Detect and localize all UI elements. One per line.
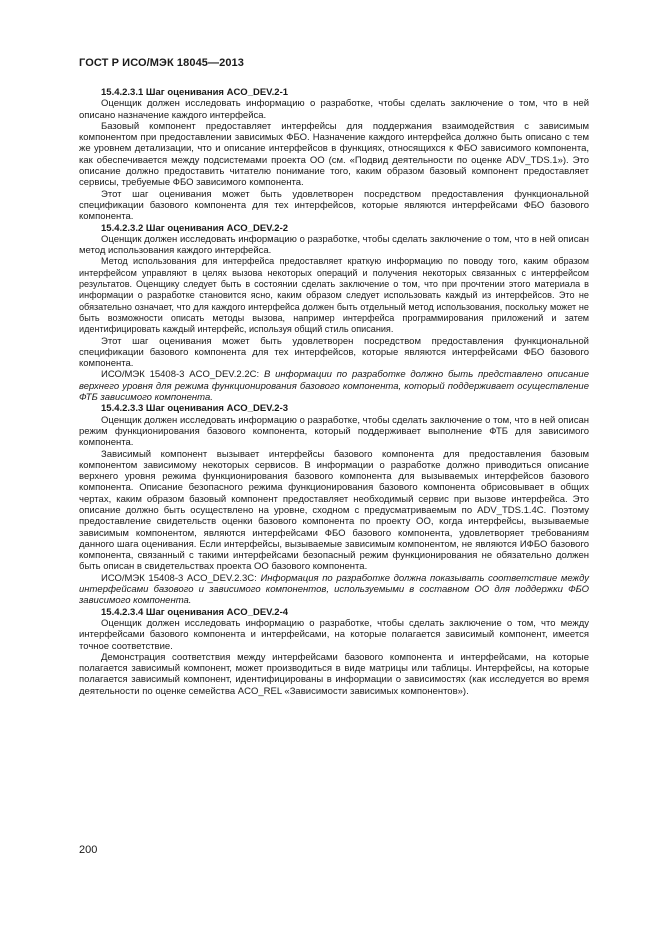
body-paragraph: Метод использования для интерфейса предоставляет краткую информацию по поводу того, каким образом интерфейсом управляют в целях вызова некоторых операций и получения некоторых связанных с интерфейсом результатов. Оценщику следует быть в состоянии сделать заключение о том, что при прочтении этого материала в информации о разработке становится ясно, каким образом следует использовать каждый из интерфейсов. Это не обязательно означает, что для каждого интерфейса должен быть отдельный метод использования, поскольку может не быть возможности описать методы вызова, например интерфейса программирования приложений и затем идентифицировать каждый интерфейс, используя общий стиль описания. [79,256,589,335]
section-heading: 15.4.2.3.4 Шаг оценивания ACO_DEV.2-4 [101,606,289,618]
section-heading: 15.4.2.3.2 Шаг оценивания ACO_DEV.2-2 [101,222,289,234]
document-header: ГОСТ Р ИСО/МЭК 18045—2013 [79,57,244,69]
requirement-reference: ИСО/МЭК 15408-3 ACO_DEV.2.3C: [101,572,257,584]
body-paragraph: Этот шаг оценивания может быть удовлетворен посредством предоставления функциональной спецификации базового компонента для тех интерфейсов, которые являются интерфейсами ФБО базового компонента. [79,335,589,370]
document-body [79,87,589,697]
body-paragraph: Оценщик должен исследовать информацию о разработке, чтобы сделать заключение о том, что между интерфейсами базового компонента и интерфейсами, на которые полагается зависимый компонент, имеется точное соответствие. [79,617,589,652]
body-paragraph: Оценщик должен исследовать информацию о разработке, чтобы сделать заключение о том, что в ней описано назначение каждого интерфейса. [79,98,589,121]
requirement-note [79,573,589,607]
requirement-text: В информации по разработке должно быть представлено описание верхнего уровня для режима функционирования базового компонента, который поддерживает осуществление ФТБ зависимого компонента. [79,369,589,404]
body-paragraph: Зависимый компонент вызывает интерфейсы базового компонента для предоставления базовым компонентом зависимому некоторых сервисов. В информации о разработке должно приводиться описание верхнего уровня режима функционирования базового компонента для вызываемых интерфейсов базового компонента. Описание безопасного режима функционирования базового компонента обрисовывает в общих чертах, каким образом базовый компонент предоставляет необходимый сервис при вызове интерфейса. Это описание должно быть осуществлено на уровне, сходном с предусматриваемым по ADV_TDS.1.4C. Поэтому предоставление свидетельств оценки базового компонента по проекту ОО, когда интерфейсы, вызываемые зависимым компонентом, являются интерфейсами ФБО базового компонента, удовлетворяет требованиям данного шага оценивания. Если интерфейсы, вызываемые зависимым компонентом, не являются ИФБО базового компонента, связанный с такими интерфейсами безопасный режим функционирования не обязательно должен быть описан в свидетельствах проекта ОО базового компонента. [79,448,589,573]
section-heading: 15.4.2.3.1 Шаг оценивания ACO_DEV.2-1 [101,87,289,98]
requirement-reference: ИСО/МЭК 15408-3 ACO_DEV.2.2C: [101,369,260,381]
body-paragraph: Этот шаг оценивания может быть удовлетворен посредством предоставления функциональной спецификации базового компонента для тех интерфейсов, которые являются интерфейсами ФБО базового компонента. [79,188,589,223]
document-page [79,56,589,697]
requirement-note [79,369,589,403]
section-heading: 15.4.2.3.3 Шаг оценивания ACO_DEV.2-3 [101,403,289,415]
body-paragraph: Базовый компонент предоставляет интерфейсы для поддержания взаимодействия с зависимым компонентом при предоставлении зависимых ФБО. Назначение каждого интерфейса должно быть описано с тем же уровнем детализации, что и описание интерфейсов в функциях, относящихся к ФБО зависимого компонента, как обеспечивается между подсистемами проекта ОО (см. «Подвид деятельности по оценке ADV_TDS.1»). Это описание должно предоставить читателю понимание того, каким образом базовый компонент предоставляет сервисы, требуемые ФБО зависимого компонента. [79,120,589,189]
requirement-text: Информация по разработке должна показывать соответствие между интерфейсами базового и зависимого компонентов, используемыми в составном ОО для поддержки ФБО зависимого компонента. [79,572,589,607]
body-paragraph: Оценщик должен исследовать информацию о разработке, чтобы сделать заключение о том, что в ней описан метод использования каждого интерфейса. [79,233,589,257]
page-number: 200 [79,844,98,856]
body-paragraph: Демонстрация соответствия между интерфейсами базового компонента и интерфейсами, на которые полагается зависимый компонент, может производиться в виде матрицы или таблицы. Интерфейсы, на которые полагается зависимый компонент, идентифицированы в информации о зависимостях (как исследуется во время деятельности по оценке семейства ACO_REL «Зависимости зависимых компонентов»). [79,651,589,697]
body-paragraph: Оценщик должен исследовать информацию о разработке, чтобы сделать заключение о том, что в ней описан режим функционирования базового компонента, который поддерживает выполнение ФТБ для зависимого компонента. [79,414,589,449]
